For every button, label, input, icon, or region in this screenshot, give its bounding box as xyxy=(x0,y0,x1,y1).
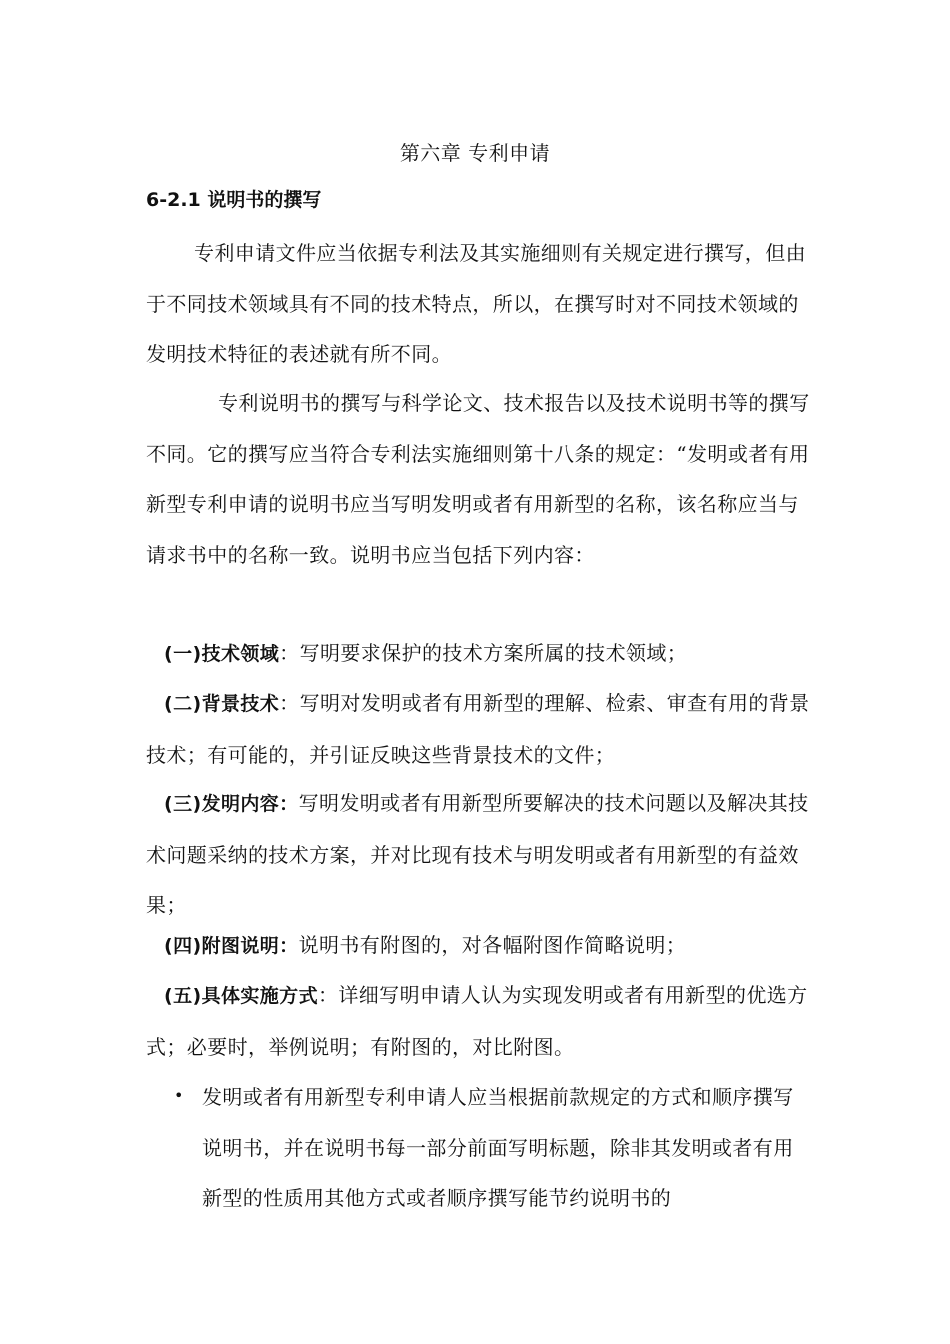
item-label: (一)技术领域 xyxy=(164,643,280,665)
list-item-embodiments xyxy=(146,970,816,1072)
list-item-drawings-description xyxy=(146,920,816,972)
item-label: (四)附图说明： xyxy=(164,935,299,957)
item-text: 说明书有附图的，对各幅附图作简略说明； xyxy=(298,933,687,957)
section-heading: 6-2.1 说明书的撰写 xyxy=(146,189,322,211)
item-separator: ： xyxy=(317,983,339,1007)
item-separator: ： xyxy=(279,641,300,665)
item-separator: ： xyxy=(279,691,300,715)
paragraph-intro: 专利申请文件应当依据专利法及其实施细则有关规定进行撰写，但由于不同技术领域具有不同的技术特点，所以，在撰写时对不同技术领域的发明技术特征的表述就有所不同。 xyxy=(146,241,806,367)
list-item-invention-content xyxy=(146,778,816,931)
item-text: 详细写明申请人认为实现发明或者有用新型的优选方式；必要时，举例说明；有附图的，对比附图。 xyxy=(146,983,808,1059)
item-text: 写明对发明或者有用新型的理解、检索、审查有用的背景技术；有可能的，并引证反映这些背景技术的文件； xyxy=(146,691,810,767)
bullet-text: 发明或者有用新型专利申请人应当根据前款规定的方式和顺序撰写说明书，并在说明书每一部分前面写明标题，除非其发明或者有用新型的性质用其他方式或者顺序撰写能节约说明书的 xyxy=(202,1085,794,1211)
item-label: (五)具体实施方式 xyxy=(164,985,318,1007)
list-item-technical-field xyxy=(146,628,816,680)
item-label: (二)背景技术 xyxy=(164,693,280,715)
item-text: 写明发明或者有用新型所要解决的技术问题以及解决其技术问题采纳的技术方案，并对比现有技术与明发明或者有用新型的有益效果； xyxy=(146,791,809,918)
list-item-background-art xyxy=(146,678,816,780)
chapter-title: 第六章 专利申请 xyxy=(399,141,551,165)
item-label: (三)发明内容： xyxy=(164,793,299,815)
paragraph-regulation: 专利说明书的撰写与科学论文、技术报告以及技术说明书等的撰写不同。它的撰写应当符合专利法实施细则第十八条的规定：“发明或者有用新型专利申请的说明书应当写明发明或者有用新型的名称，该名称应当与请求书中的名称一致。说明书应当包括下列内容： xyxy=(146,391,810,567)
bullet-icon: • xyxy=(174,1086,184,1105)
item-text: 写明要求保护的技术方案所属的技术领域； xyxy=(299,641,688,665)
